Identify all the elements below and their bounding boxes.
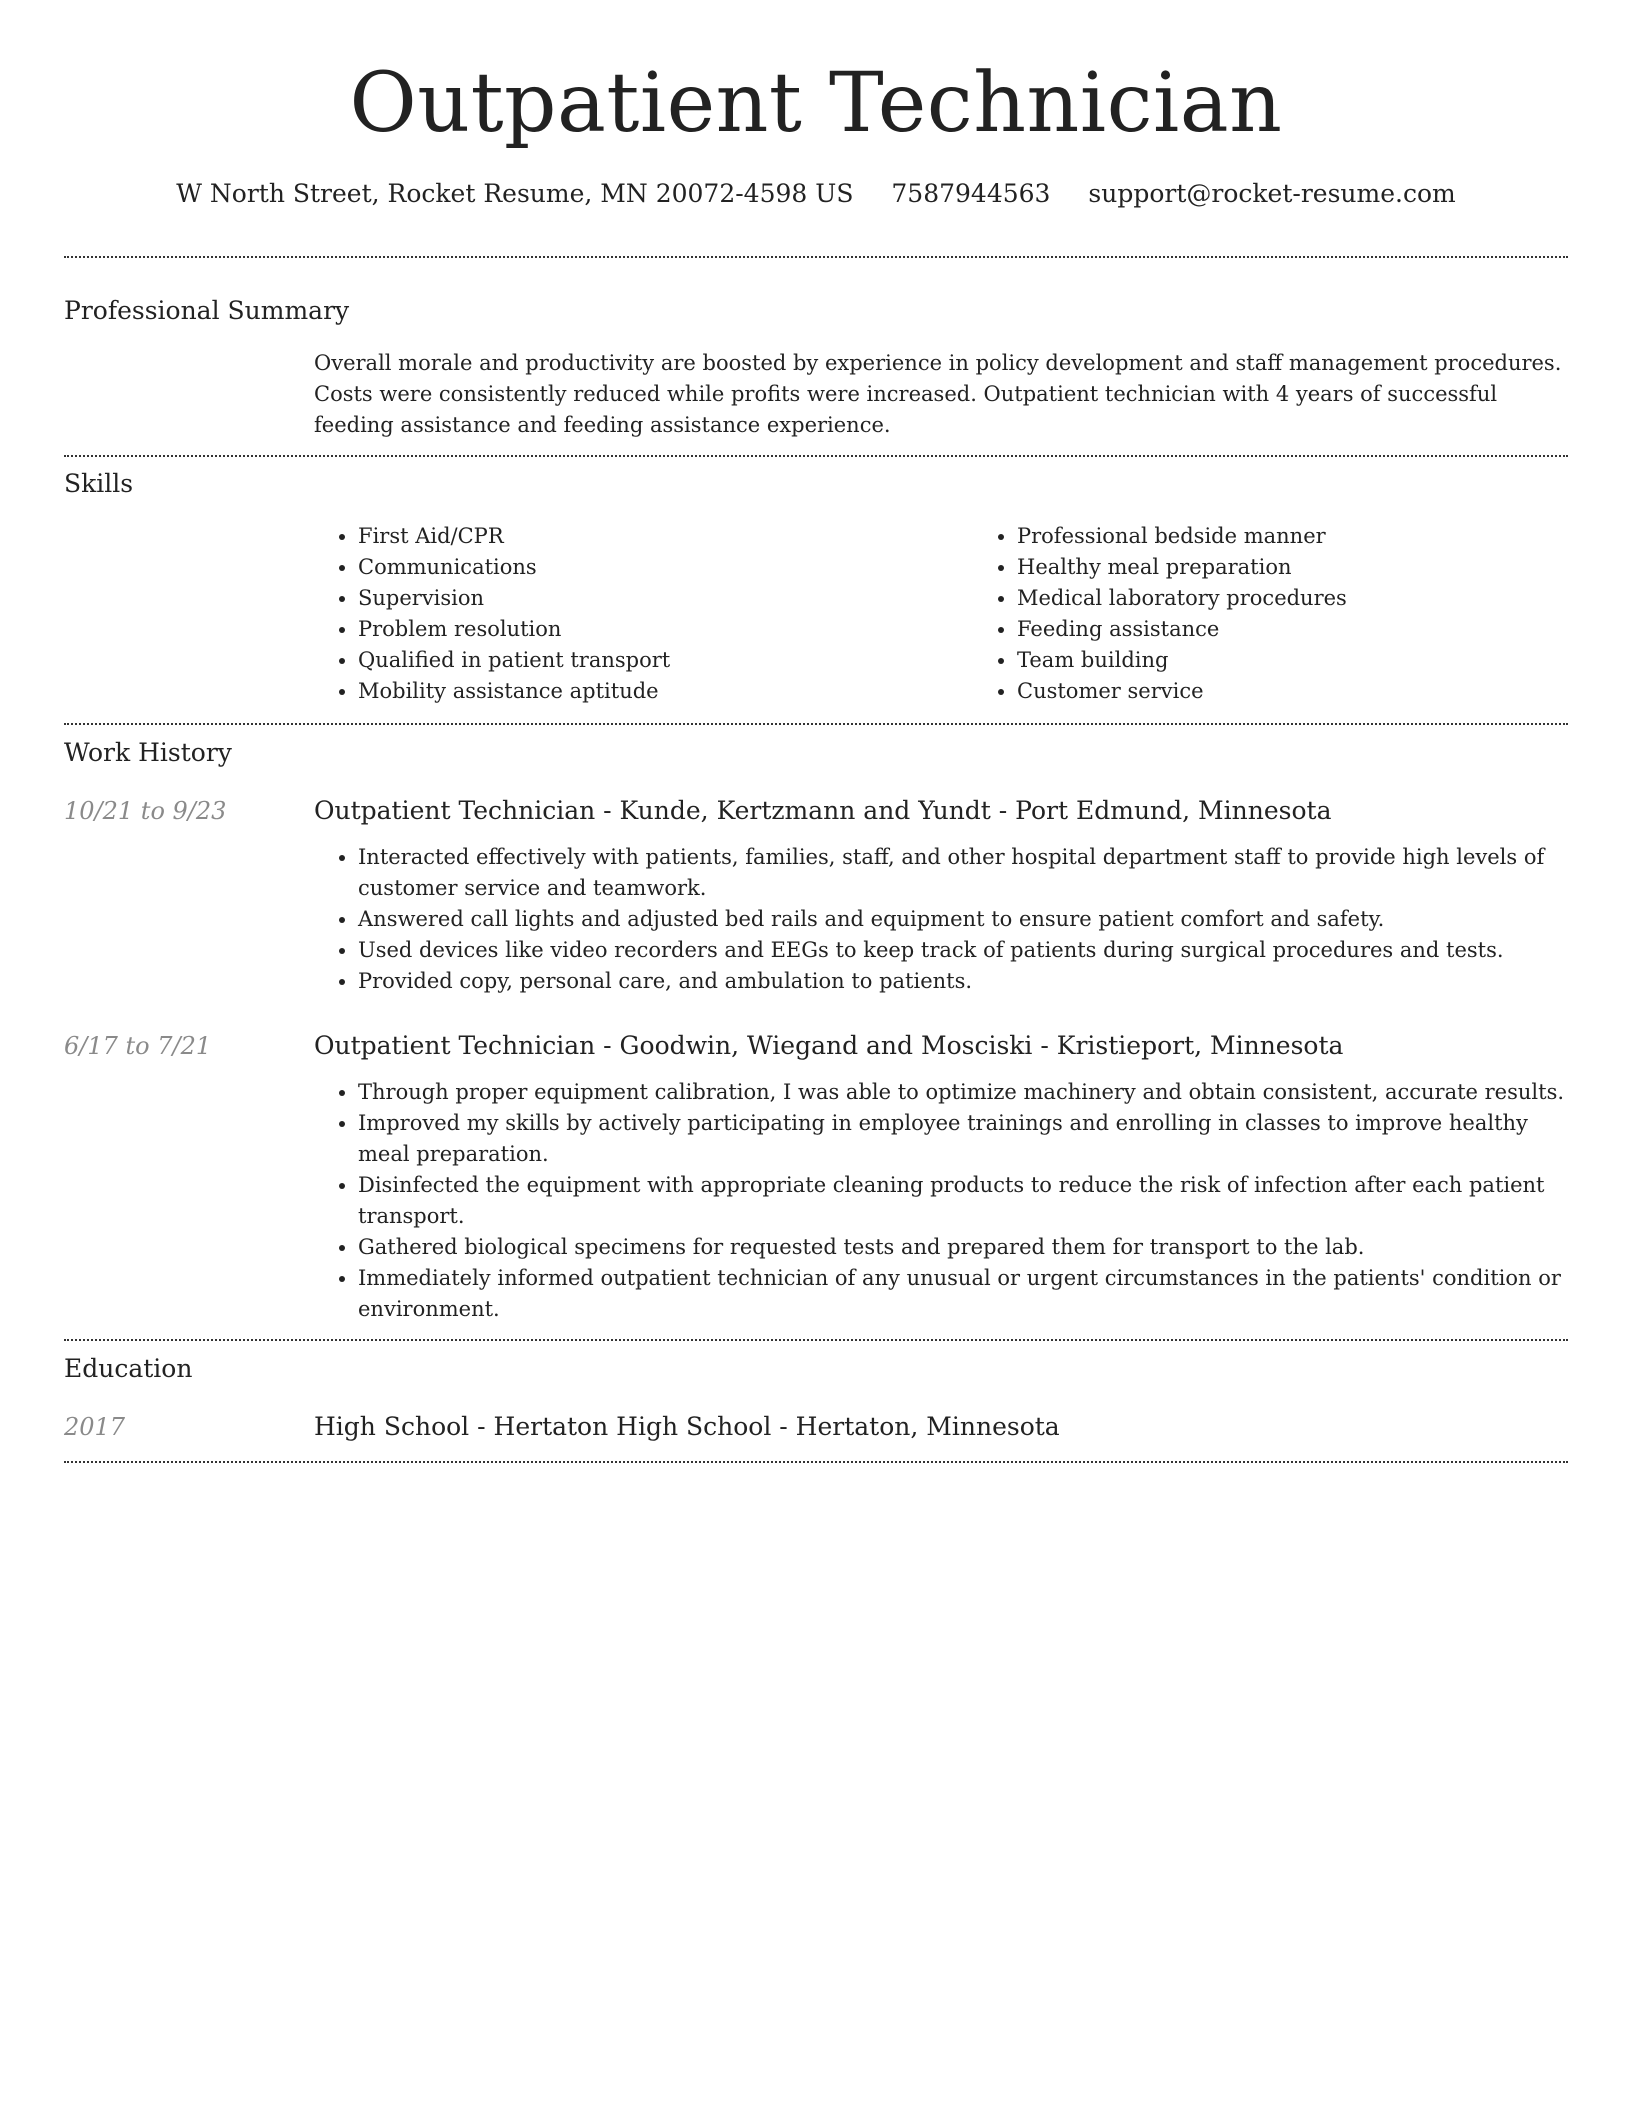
job-bullet: • Immediately informed outpatient technician of any unusual or urgent circumstances in the patients' condition or environment. (358, 1263, 1568, 1325)
job-heading: Outpatient Technician - Goodwin, Wiegand and Mosciski - Kristieport, Minnesota (314, 1031, 1344, 1060)
contact-line (64, 178, 1568, 210)
education-heading-line: High School - Hertaton High School - Hertaton, Minnesota (314, 1412, 1060, 1441)
skill-item: • Medical laboratory procedures (1017, 583, 1632, 614)
job-bullet: • Provided copy, personal care, and ambulation to patients. (358, 966, 1568, 997)
job-dates: 10/21 to 9/23 (64, 797, 227, 825)
summary-text: Overall morale and productivity are boosted by experience in policy development and staff management procedures. Costs were consistently reduced while profits were increased. Outpatient technician with 4 years of successful feeding assistance and feeding assistance experience. (314, 351, 1562, 437)
summary-heading: Professional Summary (64, 296, 350, 325)
job-entry (64, 1030, 1568, 1325)
skill-item: • First Aid/CPR (358, 521, 973, 552)
skills-section (64, 457, 1568, 723)
skill-item: • Mobility assistance aptitude (358, 676, 973, 707)
job-dates: 6/17 to 7/21 (64, 1032, 212, 1060)
skill-item: • Customer service (1017, 676, 1632, 707)
job-bullet: • Answered call lights and adjusted bed rails and equipment to ensure patient comfort and safety. (358, 904, 1568, 935)
skill-item: • Communications (358, 552, 973, 583)
job-bullet: • Gathered biological specimens for requested tests and prepared them for transport to the lab. (358, 1232, 1568, 1263)
job-bullet: • Used devices like video recorders and EEGs to keep track of patients during surgical procedures and tests. (358, 935, 1568, 966)
summary-spacer (64, 348, 314, 441)
candidate-name: Outpatient Technician (349, 56, 1283, 151)
skill-item: • Healthy meal preparation (1017, 552, 1632, 583)
contact-address: W North Street, Rocket Resume, MN 20072-4598 US (176, 179, 854, 208)
skill-item: • Problem resolution (358, 614, 973, 645)
job-bullet: • Through proper equipment calibration, I was able to optimize machinery and obtain consistent, accurate results. (358, 1077, 1568, 1108)
skills-heading: Skills (64, 469, 134, 498)
work-section (64, 725, 1568, 1339)
job-bullet: • Interacted effectively with patients, families, staff, and other hospital department staff to provide high levels of customer service and teamwork. (358, 842, 1568, 904)
skill-item: • Supervision (358, 583, 973, 614)
skills-list-left (314, 521, 973, 707)
skills-spacer (64, 521, 314, 707)
education-heading: Education (64, 1354, 193, 1383)
skill-item: • Professional bedside manner (1017, 521, 1632, 552)
job-bullets (314, 1077, 1568, 1325)
job-heading: Outpatient Technician - Kunde, Kertzmann and Yundt - Port Edmund, Minnesota (314, 796, 1332, 825)
work-heading: Work History (64, 738, 232, 767)
job-bullet: • Disinfected the equipment with appropriate cleaning products to reduce the risk of infection after each patient transport. (358, 1170, 1568, 1232)
job-entry (64, 795, 1568, 997)
skills-list-right (973, 521, 1632, 707)
section-divider (64, 1461, 1568, 1463)
contact-email: support@rocket-resume.com (1088, 179, 1456, 208)
summary-section (64, 258, 1568, 455)
skill-item: • Team building (1017, 645, 1632, 676)
job-bullets (314, 842, 1568, 997)
education-year: 2017 (64, 1413, 126, 1441)
skill-item: • Qualified in patient transport (358, 645, 973, 676)
education-section (64, 1341, 1568, 1461)
contact-phone: 7587944563 (891, 179, 1051, 208)
job-bullet: • Improved my skills by actively participating in employee trainings and enrolling in classes to improve healthy meal preparation. (358, 1108, 1568, 1170)
education-entry (64, 1411, 1568, 1443)
skill-item: • Feeding assistance (1017, 614, 1632, 645)
